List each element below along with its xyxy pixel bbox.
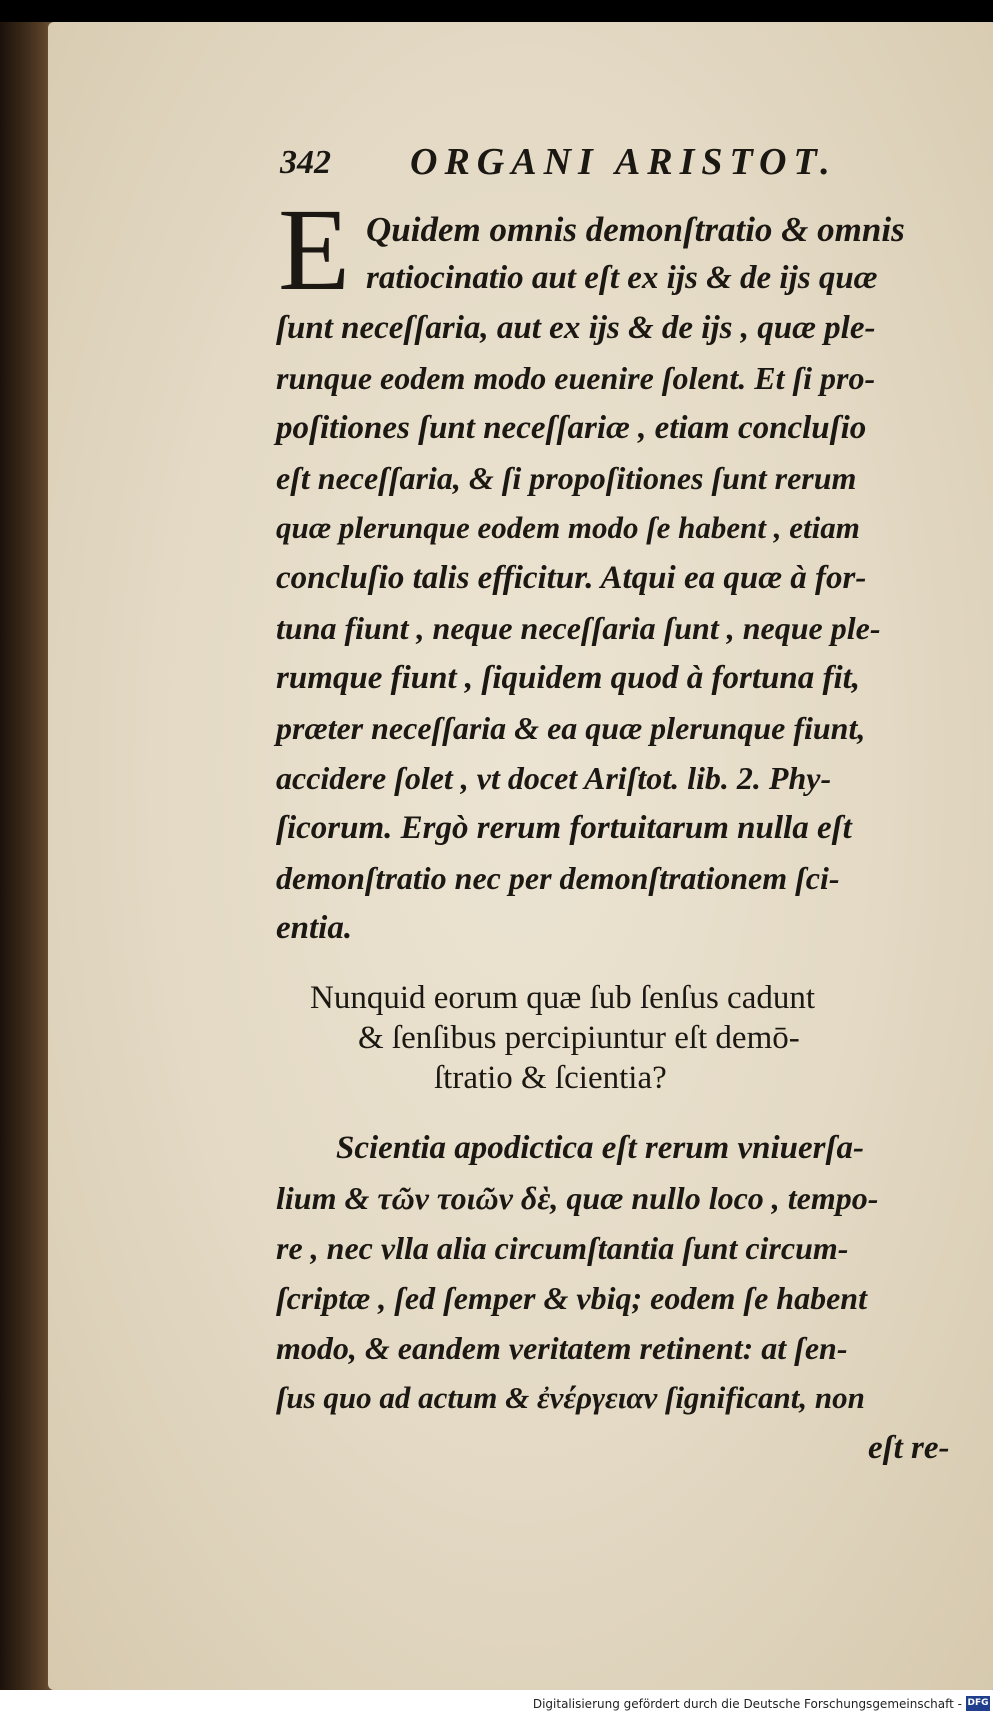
text-line: tuna fiunt , neque neceſſaria ſunt , neque ple- [276,610,881,646]
digitization-note: Digitalisierung gefördert durch die Deutsche Forschungsgemeinschaft - [532,1697,962,1711]
text-line: eſt neceſſaria, & ſi propoſitiones ſunt rerum [276,460,857,496]
text-line: Quidem omnis demonſtratio & omnis [366,210,905,249]
text-line: ſcriptæ , ſed ſemper & vbiq; eodem ſe habent [276,1280,867,1316]
text-line: rumque fiunt , ſiquidem quod à fortuna fit, [276,660,861,696]
text-line: lium & τῶν τοιῶν δὲ, quæ nullo loco , tempo- [276,1180,879,1216]
dfg-logo-icon: DFG [966,1696,990,1711]
text-line: Scientia apodictica eſt rerum vniuerſa- [336,1130,864,1166]
text-line: modo, & eandem veritatem retinent: at ſen- [276,1330,848,1366]
text-line: quæ plerunque eodem modo ſe habent , etiam [276,510,860,545]
running-title: ORGANI ARISTOT. [410,141,837,183]
scan-border [993,0,1000,1721]
heading-line: ſtratio & ſcientia? [434,1060,667,1096]
text-line: concluſio talis efficitur. Atqui ea quæ à for- [276,560,867,596]
text-line: accidere ſolet , vt docet Ariſtot. lib. 2. Phy- [276,760,832,796]
text-line: entia. [276,910,353,946]
running-header [280,140,920,190]
text-line: re , nec vlla alia circumſtantia ſunt circum- [276,1230,849,1266]
text-line: præter neceſſaria & ea quæ plerunque fiunt, [276,710,866,746]
drop-cap: E [278,184,351,315]
heading-line: & ſenſibus percipiuntur eſt demō- [358,1020,800,1056]
heading-line: Nunquid eorum quæ ſub ſenſus cadunt [310,980,816,1016]
text-line: runque eodem modo euenire ſolent. Et ſi pro- [276,360,876,396]
text-line: ſunt neceſſaria, aut ex ijs & de ijs , quæ ple- [276,310,876,346]
text-line: ſicorum. Ergò rerum fortuitarum nulla eſt [276,810,852,846]
page-number: 342 [280,144,331,181]
text-line: poſitiones ſunt neceſſariæ , etiam concluſio [276,410,867,446]
text-line: ſus quo ad actum & ἐνέργειαν ſignificant, non [276,1380,865,1415]
catchword: eſt re- [868,1430,950,1466]
text-line: ratiocinatio aut eſt ex ijs & de ijs quæ [366,260,878,296]
text-line: demonſtratio nec per demonſtrationem ſci- [276,860,840,896]
